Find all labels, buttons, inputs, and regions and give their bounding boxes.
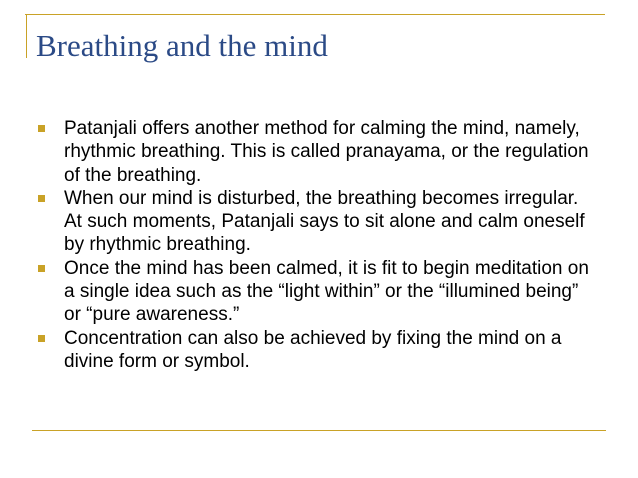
slide-title: Breathing and the mind bbox=[36, 28, 328, 63]
bullet-item bbox=[36, 257, 596, 327]
bullet-list bbox=[36, 117, 596, 373]
square-bullet-icon bbox=[38, 335, 45, 342]
square-bullet-icon bbox=[38, 125, 45, 132]
left-rule bbox=[26, 14, 27, 58]
square-bullet-icon bbox=[38, 265, 45, 272]
bottom-rule bbox=[32, 430, 606, 431]
top-rule bbox=[25, 14, 605, 15]
bullet-item bbox=[36, 117, 596, 187]
bullet-item bbox=[36, 327, 596, 374]
square-bullet-icon bbox=[38, 195, 45, 202]
bullet-text: When our mind is disturbed, the breathing becomes irregular. At such moments, Patanjali says to sit alone and calm oneself by rhythmic breathing. bbox=[64, 187, 585, 256]
bullet-text: Once the mind has been calmed, it is fit to begin meditation on a single idea such as the “light within” or the “illumined being” or “pure awareness.” bbox=[64, 257, 589, 326]
bullet-text: Patanjali offers another method for calming the mind, namely, rhythmic breathing. This is called pranayama, or the regulation of the breathing. bbox=[64, 118, 589, 186]
bullet-item bbox=[36, 187, 596, 257]
bullet-text: Concentration can also be achieved by fixing the mind on a divine form or symbol. bbox=[64, 327, 562, 372]
